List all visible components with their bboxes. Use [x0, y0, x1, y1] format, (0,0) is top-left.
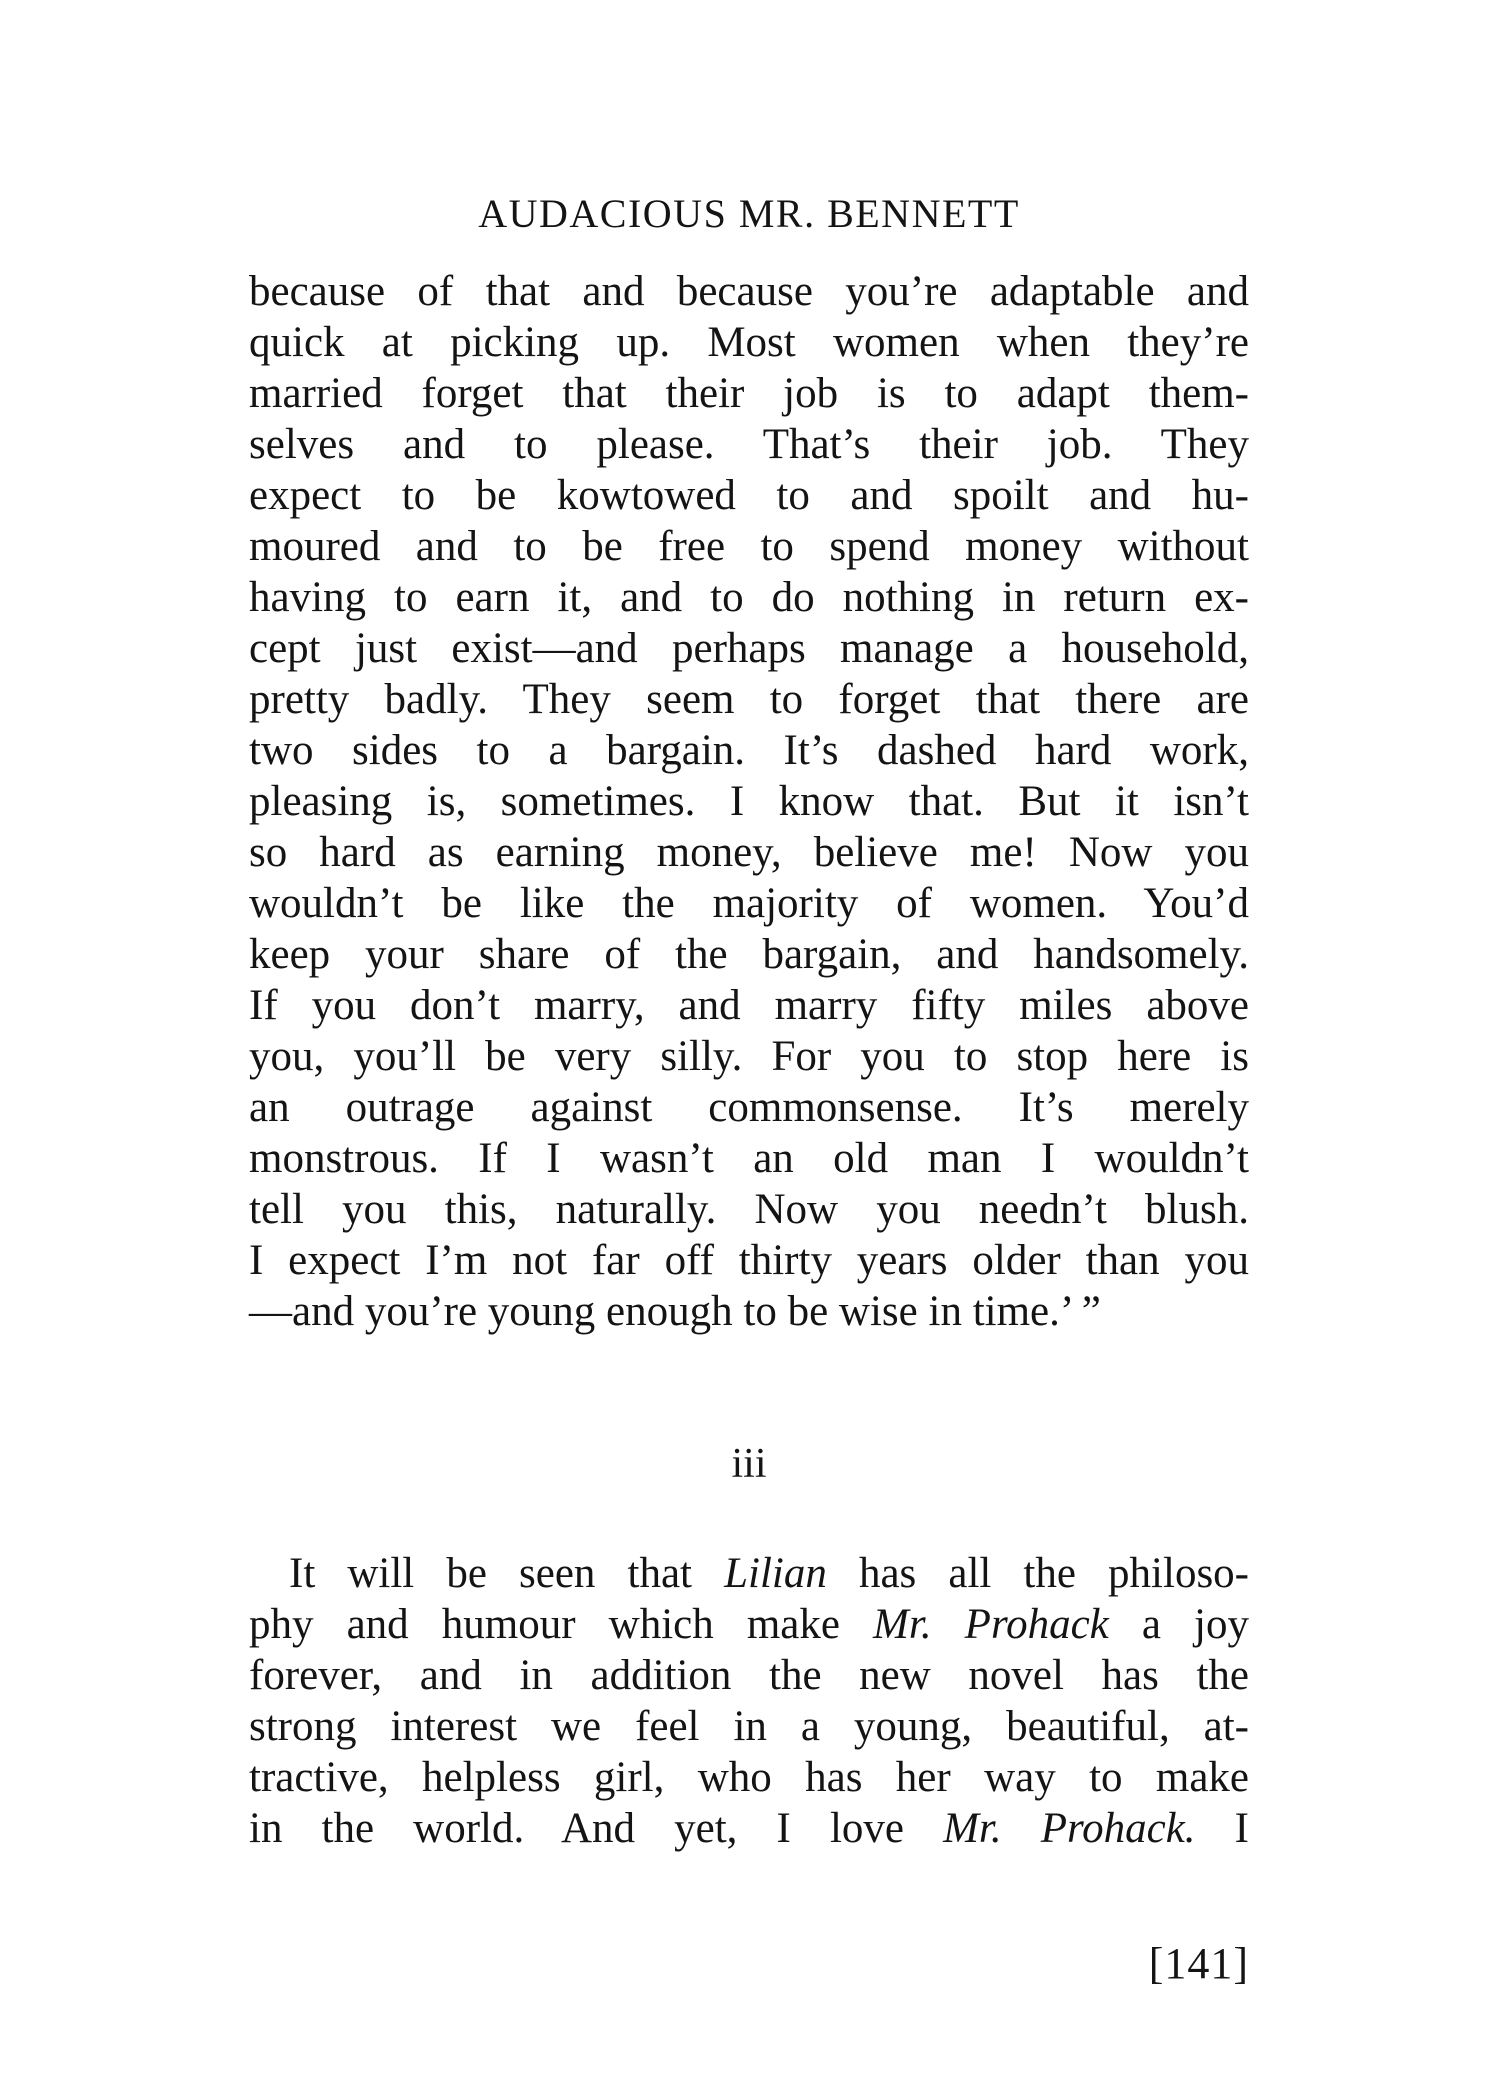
text-line	[249, 1548, 1249, 1599]
running-head: AUDACIOUS MR. BENNETT	[478, 191, 1020, 236]
italic-title: Lilian	[724, 1550, 827, 1597]
paragraph-1	[249, 266, 1249, 1337]
section-number: iii	[731, 1441, 767, 1487]
book-page	[249, 0, 1249, 2086]
text-line: having to earn it, and to do nothing in return ex-	[249, 574, 1249, 621]
text-run: I	[1195, 1805, 1249, 1852]
text-line: wouldn’t be like the majority of women. You’d	[249, 880, 1249, 927]
text-line: married forget that their job is to adapt them-	[249, 370, 1249, 417]
text-line: strong interest we feel in a young, beautiful, at-	[249, 1703, 1249, 1750]
text-line: pretty badly. They seem to forget that there are	[249, 676, 1249, 723]
text-line: so hard as earning money, believe me! Now you	[249, 829, 1249, 876]
text-line: because of that and because you’re adaptable and	[249, 268, 1249, 315]
text-line: tractive, helpless girl, who has her way to make	[249, 1754, 1249, 1801]
page-number: [141]	[1148, 1939, 1249, 1988]
text-line: monstrous. If I wasn’t an old man I wouldn’t	[249, 1135, 1249, 1182]
text-line	[249, 1803, 1249, 1854]
text-line: selves and to please. That’s their job. They	[249, 421, 1249, 468]
text-line: If you don’t marry, and marry fifty miles above	[249, 982, 1249, 1029]
text-line: tell you this, naturally. Now you needn’t blush.	[249, 1186, 1249, 1233]
italic-title: Mr. Prohack	[873, 1601, 1109, 1648]
text-run: phy and humour which make	[249, 1601, 874, 1648]
text-line: —and you’re young enough to be wise in time.’ ”	[249, 1288, 1101, 1335]
text-run: has all the philoso-	[826, 1550, 1249, 1597]
text-line: an outrage against commonsense. It’s merely	[249, 1084, 1249, 1131]
italic-title: Mr. Prohack.	[943, 1805, 1196, 1852]
text-line: two sides to a bargain. It’s dashed hard work,	[249, 727, 1249, 774]
text-line: expect to be kowtowed to and spoilt and hu-	[249, 472, 1249, 519]
text-line: you, you’ll be very silly. For you to stop here is	[249, 1033, 1249, 1080]
paragraph-2	[249, 1548, 1249, 1854]
text-run: in the world. And yet, I love	[249, 1805, 944, 1852]
text-run: It will be seen that	[289, 1550, 725, 1597]
text-line: I expect I’m not far off thirty years older than you	[249, 1237, 1249, 1284]
text-line: quick at picking up. Most women when they’re	[249, 319, 1249, 366]
text-line: pleasing is, sometimes. I know that. But it isn’t	[249, 778, 1249, 825]
text-line: forever, and in addition the new novel has the	[249, 1652, 1249, 1699]
text-line: keep your share of the bargain, and handsomely.	[249, 931, 1249, 978]
text-line	[249, 1599, 1249, 1650]
text-line: moured and to be free to spend money without	[249, 523, 1249, 570]
text-run: a joy	[1108, 1601, 1249, 1648]
text-line: cept just exist—and perhaps manage a household,	[249, 625, 1249, 672]
